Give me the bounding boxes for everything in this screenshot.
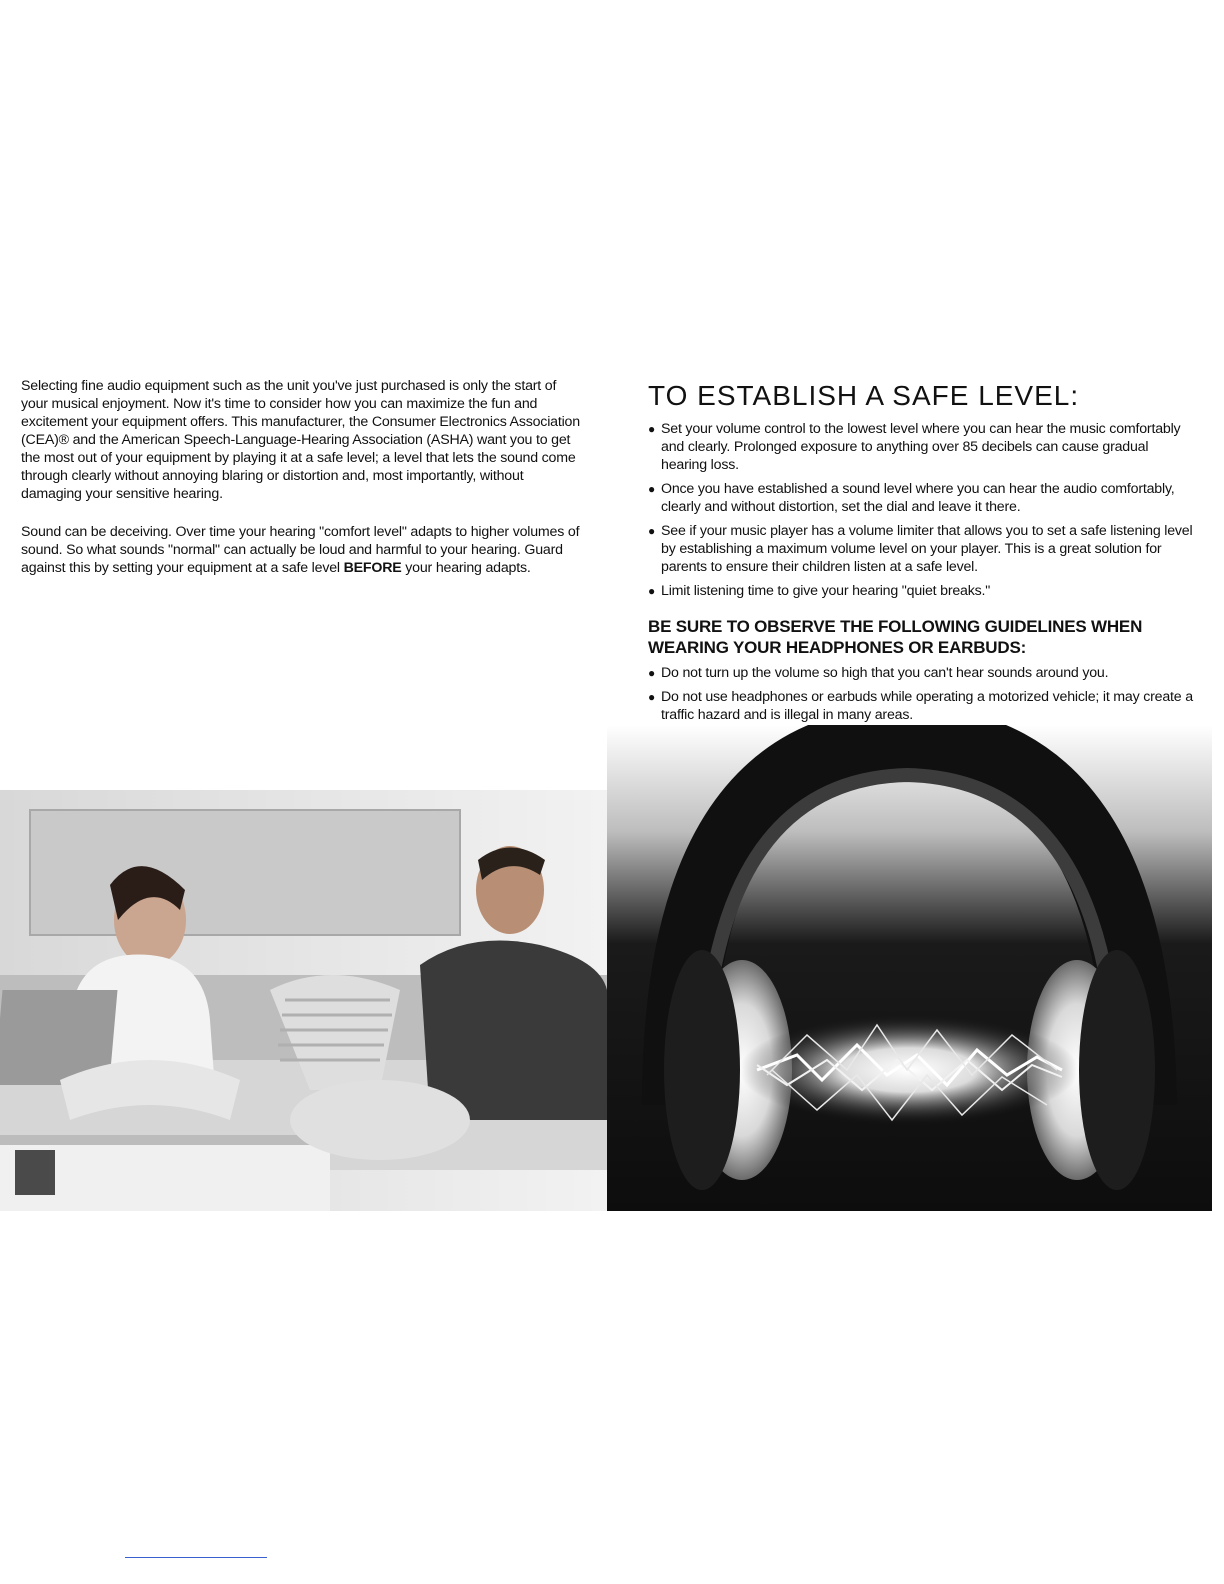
bullet-icon: ●	[648, 524, 656, 538]
couple-listening-photo	[0, 790, 607, 1211]
bullet-icon: ●	[648, 584, 656, 598]
list-item-text: See if your music player has a volume limiter that allows you to set a safe listening level by establishing a maximum volume level on your player. This is a great solution for parents to ensure their children listen at a safe level.	[661, 523, 1193, 575]
list-item-text: Do not turn up the volume so high that you can't hear sounds around you.	[661, 665, 1109, 681]
guidelines-heading: BE SURE TO OBSERVE THE FOLLOWING GUIDELINES WHEN WEARING YOUR HEADPHONES OR EARBUDS:	[648, 617, 1143, 657]
intro-paragraph: Selecting fine audio equipment such as the unit you've just purchased is only the start of your musical enjoyment. Now it's time to consider how you can maximize the fun and excitement your equipment offers. This manufacturer, the Consumer Electronics Association (CEA)® and the American Speech-Language-Hearing Association (ASHA) want you to get the most out of your equipment by playing it at a safe level; a level that lets the sound come through clearly without annoying blaring or distortion and, most importantly, without damaging your sensitive hearing.	[21, 378, 580, 502]
list-item	[648, 688, 1193, 724]
list-item	[648, 522, 1193, 576]
warning-text-end: your hearing adapts.	[401, 560, 531, 576]
warning-paragraph	[21, 523, 581, 577]
bullet-icon: ●	[648, 690, 656, 704]
safe-level-heading: TO ESTABLISH A SAFE LEVEL:	[648, 380, 1080, 411]
bullet-icon: ●	[648, 482, 656, 496]
safety-column	[648, 378, 1193, 730]
list-item	[648, 420, 1193, 474]
headphones-illustration	[607, 725, 1212, 1211]
warning-text: Sound can be deceiving. Over time your hearing "comfort level" adapts to higher volumes of sound. So what sounds "normal" can actually be loud and harmful to your hearing. Guard against this by setting your equipment at a safe level	[21, 524, 580, 576]
bullet-icon: ●	[648, 422, 656, 436]
footnote-rule	[125, 1557, 267, 1558]
list-item-text: Do not use headphones or earbuds while operating a motorized vehicle; it may create a traffic hazard and is illegal in many areas.	[661, 689, 1193, 723]
headphones-lightning-photo	[607, 725, 1212, 1211]
list-item	[648, 582, 1193, 600]
list-item-text: Once you have established a sound level where you can hear the audio comfortably, clearly and without distortion, set the dial and leave it there.	[661, 481, 1175, 515]
intro-column	[21, 377, 581, 597]
bullet-icon: ●	[648, 666, 656, 680]
list-item-text: Set your volume control to the lowest level where you can hear the music comfortably and clearly. Prolonged exposure to anything over 85 decibels can cause gradual hearing loss.	[661, 421, 1181, 473]
couple-photo-illustration	[0, 790, 607, 1211]
guidelines-list	[648, 664, 1193, 724]
safe-level-list	[648, 420, 1193, 600]
list-item-text: Limit listening time to give your hearing "quiet breaks."	[661, 583, 991, 599]
list-item	[648, 664, 1193, 682]
list-item	[648, 480, 1193, 516]
warning-emphasis: BEFORE	[343, 560, 402, 576]
